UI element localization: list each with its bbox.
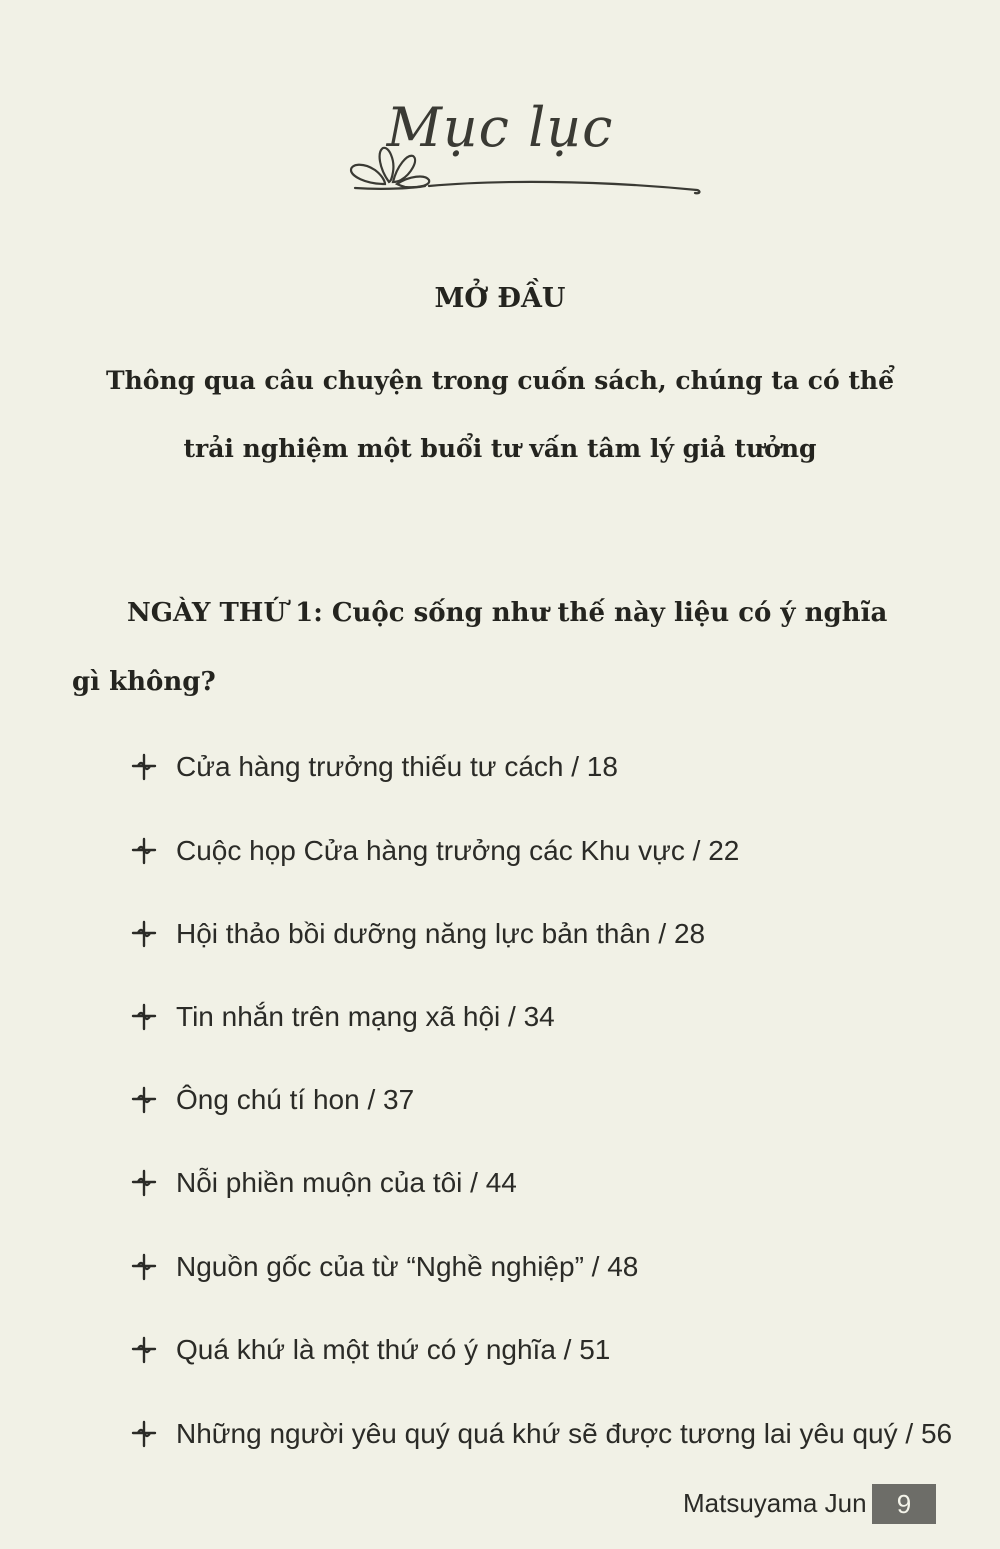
cross-bullet-icon (130, 837, 158, 865)
toc-entry-text: Quá khứ là một thứ có ý nghĩa / 51 (176, 1334, 611, 1365)
toc-entry[interactable] (130, 742, 618, 792)
cross-bullet-icon (130, 1086, 158, 1114)
day1-heading-line-2: gì không? (72, 667, 216, 697)
toc-entry[interactable] (130, 1158, 517, 1208)
cross-bullet-icon (130, 753, 158, 781)
cross-bullet-icon (130, 1253, 158, 1281)
toc-title: Mục lục (386, 96, 614, 159)
toc-entry-text: Cửa hàng trưởng thiếu tư cách / 18 (176, 751, 618, 782)
toc-entry[interactable] (130, 1325, 610, 1375)
cross-bullet-icon (130, 920, 158, 948)
cross-bullet-icon (130, 1169, 158, 1197)
day1-heading-line-1: NGÀY THỨ 1: Cuộc sống như thế này liệu có ý nghĩa (127, 598, 888, 628)
cross-bullet-icon (130, 1336, 158, 1364)
footer-author: Matsuyama Jun (683, 1488, 867, 1518)
toc-entry[interactable] (130, 1242, 638, 1292)
cross-bullet-icon (130, 1420, 158, 1448)
toc-entry[interactable] (130, 826, 739, 876)
toc-entry-text: Nỗi phiền muộn của tôi / 44 (176, 1167, 517, 1198)
flower-ornament-icon (345, 140, 705, 210)
toc-entry-text: Hội thảo bồi dưỡng năng lực bản thân / 28 (176, 918, 706, 949)
intro-heading: MỞ ĐẦU (434, 283, 566, 314)
page-number: 9 (872, 1484, 936, 1524)
toc-entry-text: Cuộc họp Cửa hàng trưởng các Khu vực / 22 (176, 835, 740, 866)
intro-subtitle-line-1: Thông qua câu chuyện trong cuốn sách, chúng ta có thể (106, 366, 894, 395)
toc-entry[interactable] (130, 1075, 414, 1125)
toc-entry-text: Tin nhắn trên mạng xã hội / 34 (176, 1001, 555, 1032)
toc-entry[interactable] (130, 909, 705, 959)
toc-entry-text: Nguồn gốc của từ “Nghề nghiệp” / 48 (176, 1251, 639, 1282)
cross-bullet-icon (130, 1003, 158, 1031)
toc-entry-text: Những người yêu quý quá khứ sẽ được tương lai yêu quý / 56 (176, 1418, 953, 1449)
toc-entry[interactable] (130, 1409, 952, 1459)
intro-subtitle-line-2: trải nghiệm một buổi tư vấn tâm lý giả tưởng (183, 434, 817, 463)
toc-entry[interactable] (130, 992, 555, 1042)
toc-entry-text: Ông chú tí hon / 37 (176, 1084, 415, 1115)
